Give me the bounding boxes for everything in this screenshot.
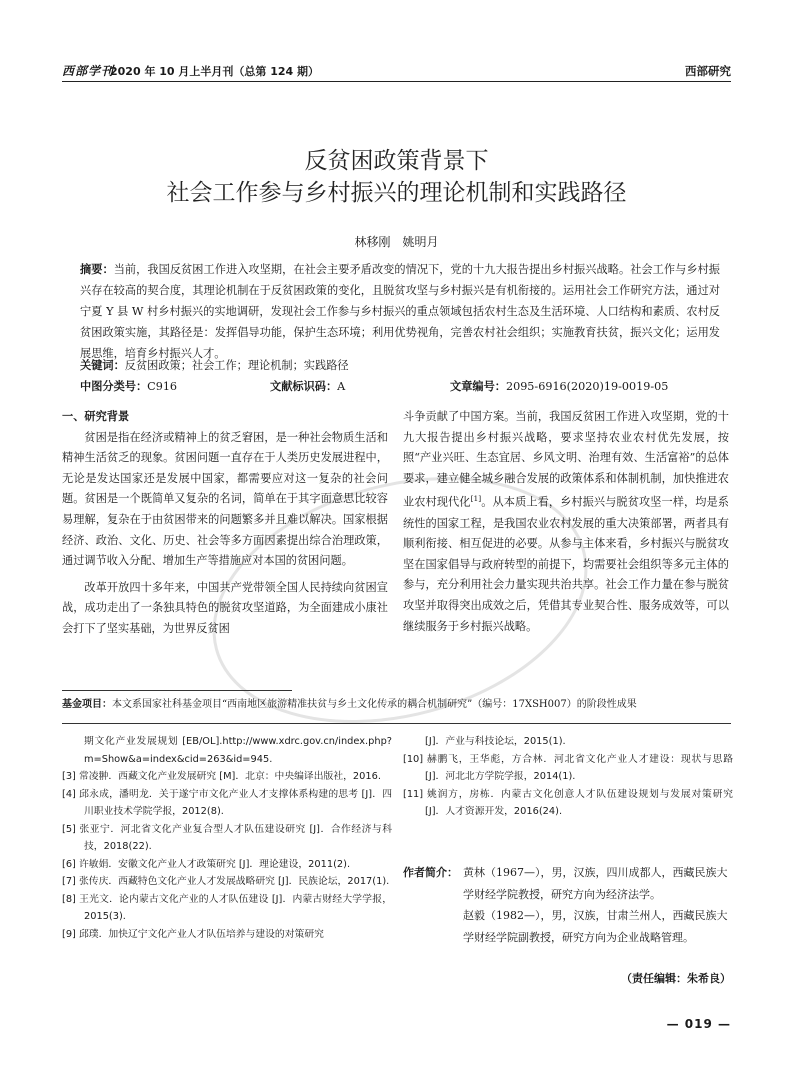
author-bio-2: 赵毅（1982—），男，汉族，甘肃兰州人，西藏民族大学财经学院副教授，研究方向为企业战略管理。 xyxy=(463,909,728,944)
fund-label: 基金项目： xyxy=(62,699,112,710)
clc-label: 中图分类号： xyxy=(80,380,148,393)
doc-value: A xyxy=(337,380,346,393)
references-right xyxy=(403,733,733,821)
classification-info xyxy=(80,376,720,397)
keywords-label: 关键词： xyxy=(80,359,125,372)
keywords xyxy=(80,355,720,376)
paragraph-text: 。从本质上看，乡村振兴与脱贫攻坚一样，均是系统性的国家工程，是我国农业农村发展的重大决策部署，两者具有顺利衔接、相互促进的必要。从参与主体来看，乡村振兴与脱贫攻坚在国家倡导与政府转型的前提下，均需要社会组织等多元主体的参与，充分利用社会力量实现共治共享。社会工作力量在参与脱贫攻坚并取得突出成效之后，凭借其专业契合性、服务成效等，可以继续服务于乡村振兴战略。 xyxy=(403,496,729,633)
paragraph: 改革开放四十多年来，中国共产党带领全国人民持续向贫困宣战，成功走出了一条独具特色的脱贫攻坚道路，为全面建成小康社会打下了坚实基础，为世界反贫困 xyxy=(62,580,388,635)
reference-item: [11] 姚润方，房栋．内蒙古文化创意人才队伍建设规划与发展对策研究 [J]．人才资源开发，2016(24). xyxy=(403,788,733,817)
reference-item: [5] 张亚宁．河北省文化产业复合型人才队伍建设研究 [J]．合作经济与科技，2018(22). xyxy=(62,823,392,852)
author-info-label: 作者简介： xyxy=(403,866,458,879)
author-bio-1: 黄林（1967—），男，汉族，四川成都人，西藏民族大学财经学院教授，研究方向为经济法学。 xyxy=(463,866,728,901)
author-info xyxy=(403,862,733,948)
article-value: 2095-6916(2020)19-0019-05 xyxy=(505,380,669,393)
running-header xyxy=(62,60,731,82)
paragraph xyxy=(403,407,729,637)
reference-item: [J]．产业与科技论坛，2015(1). xyxy=(425,736,566,747)
reference-item: [7] 张传庆．西藏特色文化产业人才发展战略研究 [J]．民族论坛，2017(1). xyxy=(62,876,390,887)
paragraph-text: 斗争贡献了中国方案。当前，我国反贫困工作进入攻坚期，党的十九大报告提出乡村振兴战略，要求坚持农业农村优先发展，按照“产业兴旺、生态宜居、乡风文明、治理有效、生活富裕”的总体要求，建立健全城乡融合发展的政策体系和体制机制，加快推进农业农村现代化 xyxy=(403,410,729,510)
abstract-label: 摘要： xyxy=(80,263,114,276)
section-name: 西部研究 xyxy=(685,64,731,78)
reference-item: [8] 王光文．论内蒙古文化产业的人才队伍建设 [J]．内蒙古财经大学学报，2015(3). xyxy=(62,893,392,922)
reference-item: [9] 邱璞．加快辽宁文化产业人才队伍培养与建设的对策研究 xyxy=(62,928,324,940)
page-number: — 019 — xyxy=(666,1017,731,1031)
citation-ref: [1] xyxy=(470,494,482,504)
document-code xyxy=(270,376,345,397)
reference-item: [6] 许敏娟．安徽文化产业人才政策研究 [J]．理论建设，2011(2). xyxy=(62,858,351,870)
references-left xyxy=(62,733,392,943)
doc-label: 文献标识码： xyxy=(270,380,338,393)
responsible-editor: （责任编辑：朱希良） xyxy=(621,972,731,985)
author-names: 林移刚 姚明月 xyxy=(354,235,439,249)
article-title-line1: 反贫困政策背景下 xyxy=(304,148,489,174)
fund-text: 本文系国家社科基金项目“西南地区旅游精准扶贫与乡土文化传承的耦合机制研究”（编号：17XSH007）的阶段性成果 xyxy=(112,699,637,710)
clc-value: C916 xyxy=(147,380,178,393)
clc-number xyxy=(80,376,177,397)
journal-logo: 西部学刊 xyxy=(62,64,115,78)
body-column-right xyxy=(403,407,729,637)
issue-info: 2020 年 10 月上半月刊（总第 124 期） xyxy=(110,65,320,78)
paragraph: 贫困是指在经济或精神上的贫乏窘困，是一种社会物质生活和精神生活贫乏的现象。贫困问题一直存在于人类历史发展进程中，无论是发达国家还是发展中国家，都需要应对这一复杂的社会问题。贫困是一个既简单又复杂的名词，简单在于其字面意思比较容易理解，复杂在于由贫困带来的问题繁多并且难以解决。国家根据经济、政治、文化、历史、社会等多方面因素提出综合治理政策，通过调节收入分配、增加生产等措施应对本国的贫困问题。 xyxy=(62,430,388,568)
footnote-rule xyxy=(62,690,292,691)
footnote-divider xyxy=(62,723,731,724)
abstract xyxy=(80,259,720,364)
abstract-text: 当前，我国反贫困工作进入攻坚期，在社会主要矛盾改变的情况下，党的十九大报告提出乡村振兴战略。社会工作与乡村振兴存在较高的契合度，其理论机制在于反贫困政策的变化，且脱贫攻坚与乡村振兴是有机衔接的。运用社会工作研究方法，通过对宁夏 Y 县 W 村乡村振兴的实地调研，发现社会工作参与乡村振兴的重点领域包括农村生态及生活环境、人口结构和素质、农村反贫困政策实施，其路径是：发挥倡导功能，保护生态环境；利用优势视角，完善农村社会组织；实施教育扶贫，振兴文化；运用发展思维，培育乡村振兴人才。 xyxy=(80,263,720,360)
body-column-left xyxy=(62,407,388,640)
article-number xyxy=(450,376,668,397)
reference-item: [3] 常凌翀．西藏文化产业发展研究 [M]．北京：中央编译出版社，2016. xyxy=(62,771,381,782)
article-title-line2: 社会工作参与乡村振兴的理论机制和实践路径 xyxy=(166,180,627,206)
fund-footnote xyxy=(62,697,731,713)
reference-item: 期文化产业发展规划 [EB/OL].http://www.xdrc.gov.cn/index.php?m=Show&a=index&cid=263&id=945. xyxy=(84,736,392,765)
section-heading: 一、研究背景 xyxy=(62,410,130,423)
reference-item: [10] 赫鹏飞，王华彪，方合林．河北省文化产业人才建设：现状与思路 [J]．河北北方学院学报，2014(1). xyxy=(403,753,733,782)
keywords-text: 反贫困政策；社会工作；理论机制；实践路径 xyxy=(124,359,349,372)
article-label: 文章编号： xyxy=(450,380,506,393)
reference-item: [4] 邱永成，潘明龙．关于遂宁市文化产业人才支撑体系构建的思考 [J]．四川职业技术学院学报，2012(8). xyxy=(62,788,392,817)
